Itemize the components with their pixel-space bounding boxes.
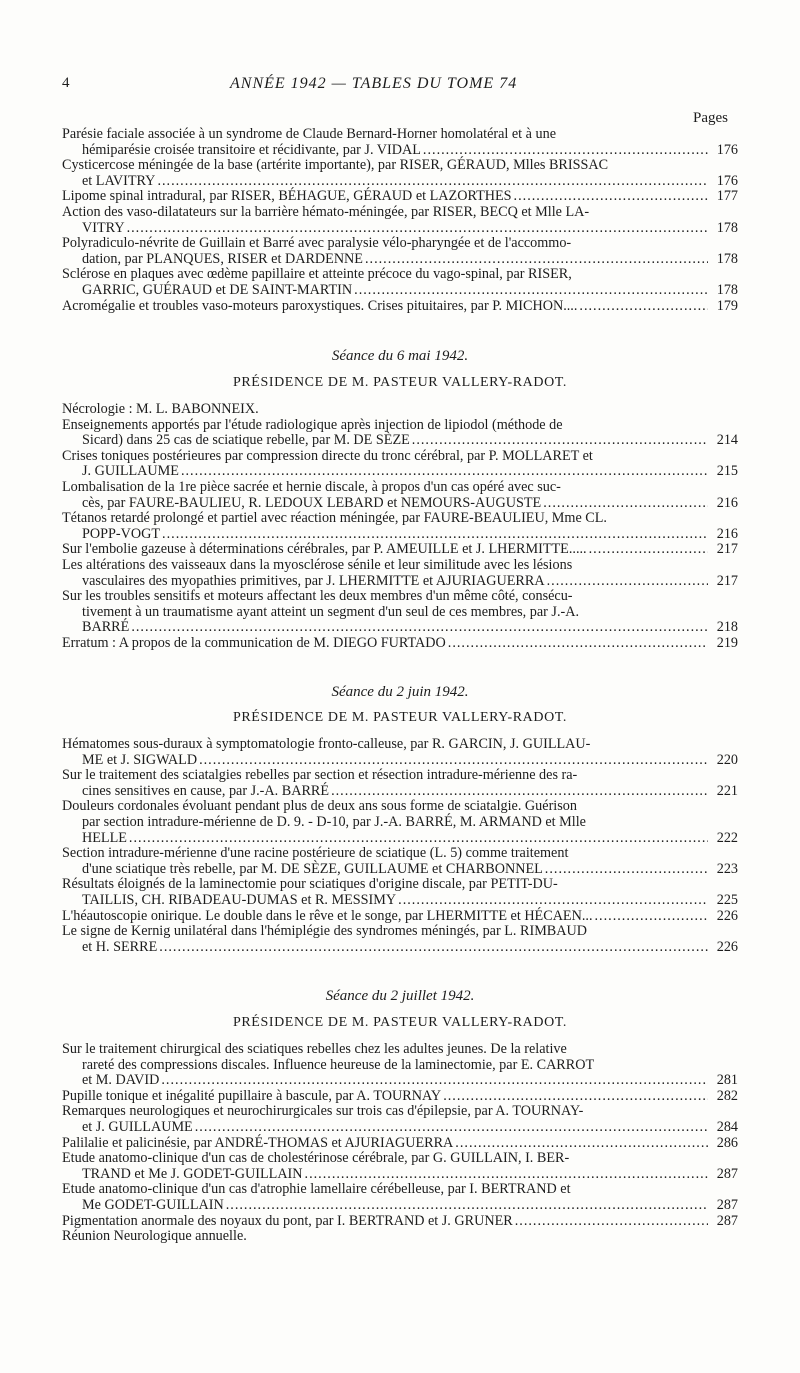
toc-entry (62, 418, 738, 449)
toc-entry-last-line (62, 620, 738, 636)
seance-heading-3: Séance du 2 juillet 1942. (325, 988, 475, 1004)
leader-dots (398, 893, 708, 909)
toc-entry-text: Enseignements apportés par l'étude radiologique après injection de lipiodol (méthode de (62, 416, 563, 433)
leader-dots (131, 620, 708, 636)
entries-section-3 (62, 1042, 738, 1245)
toc-page-number: 176 (716, 172, 738, 189)
seance-heading-2: Séance du 2 juin 1942. (331, 684, 469, 700)
toc-entry-text: Acromégalie et troubles vaso-moteurs paroxystiques. Crises pituitaires, par P. MICHON.... (62, 297, 578, 314)
toc-entry-text: Douleurs cordonales évoluant pendant plus de deux ans sous forme de sciatalgie. Guérison (62, 798, 577, 815)
toc-entry-text: VITRY (82, 219, 125, 236)
toc-entry (62, 768, 738, 799)
leader-dots (161, 1073, 708, 1089)
toc-page-number: 218 (716, 619, 738, 636)
leader-dots (162, 527, 708, 543)
leader-dots (589, 542, 708, 558)
toc-page-number: 179 (716, 297, 738, 314)
toc-page-number: 287 (716, 1196, 738, 1213)
toc-page-number: 284 (716, 1118, 738, 1135)
leader-dots (195, 1120, 708, 1136)
toc-entry-text: cines sensitives en cause, par J.-A. BARRÉ (82, 782, 330, 799)
toc-entry-last-line (62, 574, 738, 590)
toc-entry-text: Nécrologie : M. L. BABONNEIX. (62, 401, 259, 417)
toc-entry-text: et H. SERRE (82, 938, 158, 955)
toc-page-number: 225 (716, 891, 738, 908)
leader-dots (181, 464, 708, 480)
leader-dots (595, 909, 709, 925)
toc-entry-last-line (62, 1198, 738, 1214)
toc-entry-text: TRAND et Me J. GODET-GUILLAIN (82, 1165, 303, 1182)
toc-entry-last-line (62, 402, 738, 418)
toc-page-number: 217 (716, 572, 738, 589)
toc-entry-text: Sur le traitement des sciatalgies rebelles par section et résection intradure-mérienne des ra- (62, 767, 578, 784)
toc-entry-text: Sur le traitement chirurgical des sciatiques rebelles chez les adultes jeunes. De la relative (62, 1041, 567, 1057)
entries-section-2 (62, 737, 738, 955)
toc-entry (62, 158, 738, 189)
toc-page-number: 282 (716, 1087, 738, 1104)
toc-entry (62, 402, 738, 418)
leader-dots (159, 940, 708, 956)
toc-entry-text: Pigmentation anormale des noyaux du pont, par I. BERTRAND et J. GRUNER (62, 1212, 513, 1229)
toc-entry-text: Me GODET-GUILLAIN (82, 1196, 224, 1213)
toc-entry-last-line (62, 1120, 738, 1136)
leader-dots (443, 1089, 708, 1105)
toc-page-number: 222 (716, 829, 738, 846)
toc-page-number: 177 (716, 188, 738, 205)
toc-entry-text: J. GUILLAUME (82, 463, 179, 480)
leader-dots (423, 143, 708, 159)
toc-entry-text: rareté des compressions discales. Influence heureuse de la laminectomie, par E. CARROT (82, 1056, 595, 1073)
toc-entry-text: hémiparésie croisée transitoire et récidivante, par J. VIDAL (82, 141, 421, 158)
leader-dots (127, 221, 708, 237)
toc-page-number: 215 (716, 463, 738, 480)
leader-dots (365, 252, 708, 268)
leader-dots (448, 636, 708, 652)
toc-page-number: 226 (716, 938, 738, 955)
leader-dots (226, 1198, 708, 1214)
toc-entry (62, 924, 738, 955)
toc-entry-text: TAILLIS, CH. RIBADEAU-DUMAS et R. MESSIMY (82, 891, 397, 908)
toc-entry-text: Cysticercose méningée de la base (artérite importante), par RISER, GÉRAUD, Mlles BRISSAC (62, 157, 609, 174)
leader-dots (305, 1167, 708, 1183)
toc-entry (62, 542, 738, 558)
leader-dots (455, 1136, 708, 1152)
toc-entry-text: Hématomes sous-duraux à symptomatologie fronto-calleuse, par R. GARCIN, J. GUILLAU- (62, 736, 591, 752)
leader-dots (547, 574, 708, 590)
toc-entry (62, 189, 738, 205)
entries-section-1 (62, 402, 738, 652)
toc-entry-last-line (62, 1136, 738, 1152)
toc-entry (62, 236, 738, 267)
toc-entry-last-line (62, 1229, 738, 1245)
toc-entry-last-line (62, 784, 738, 800)
toc-entry-text: Polyradiculo-névrite de Guillain et Barré avec paralysie vélo-pharyngée et de l'accommo- (62, 235, 572, 252)
toc-entry-text: cès, par FAURE-BAULIEU, R. LEDOUX LEBARD et NEMOURS-AUGUSTE (82, 494, 542, 511)
toc-entry-last-line (62, 189, 738, 205)
leader-dots (331, 784, 708, 800)
toc-entry-text: Erratum : A propos de la communication de M. DIEGO FURTADO (62, 634, 446, 651)
toc-page-number: 178 (716, 219, 738, 236)
toc-entry-last-line (62, 862, 738, 878)
toc-entry (62, 127, 738, 158)
toc-entry (62, 877, 738, 908)
toc-entry (62, 449, 738, 480)
toc-entry-last-line (62, 496, 738, 512)
page-number: 4 (62, 75, 70, 91)
toc-entry-last-line (62, 542, 738, 558)
leader-dots (514, 189, 708, 205)
toc-page-number: 214 (716, 432, 738, 449)
toc-entry-text: Sur l'embolie gazeuse à déterminations cérébrales, par P. AMEUILLE et J. LHERMITTE..... (62, 541, 587, 558)
toc-entry (62, 1104, 738, 1135)
entries-section-0 (62, 127, 738, 314)
toc-entry-text: Parésie faciale associée à un syndrome de Claude Bernard-Horner homolatéral et à une (62, 126, 556, 142)
toc-entry-text: et M. DAVID (82, 1072, 160, 1089)
toc-page-number: 178 (716, 281, 738, 298)
toc-entry-text: Tétanos retardé prolongé et partiel avec réaction méningée, par FAURE-BEAULIEU, Mme CL. (62, 510, 607, 527)
running-title: ANNÉE 1942 — TABLES DU TOME 74 (230, 75, 518, 92)
toc-entry-text: Les altérations des vaisseaux dans la myosclérose sénile et leur similitude avec les lésions (62, 556, 573, 573)
toc-page-number: 217 (716, 541, 738, 558)
toc-page-number: 219 (716, 634, 738, 651)
toc-entry-last-line (62, 299, 738, 315)
toc-entry-last-line (62, 143, 738, 159)
toc-entry-text: Sclérose en plaques avec œdème papillaire et atteinte précoce du vago-spinal, par RISER, (62, 266, 572, 283)
toc-page-number: 287 (716, 1212, 738, 1229)
toc-entry (62, 846, 738, 877)
toc-page-number: 226 (716, 907, 738, 924)
toc-page-number: 287 (716, 1165, 738, 1182)
toc-entry (62, 1089, 738, 1105)
toc-entry-last-line (62, 1089, 738, 1105)
toc-entry-text: et J. GUILLAUME (82, 1118, 193, 1135)
presidence-heading-3: PRÉSIDENCE DE M. PASTEUR VALLERY-RADOT. (232, 1015, 568, 1030)
toc-entry-text: BARRÉ (82, 619, 130, 636)
toc-entry-text: Action des vaso-dilatateurs sur la barrière hémato-méningée, par RISER, BECQ et Mlle LA- (62, 203, 590, 220)
toc-entry-text: tivement à un traumatisme ayant atteint un segment d'un seul de ces membres, par J.-A. (82, 603, 580, 620)
toc-entry (62, 299, 738, 315)
toc-entry-text: Le signe de Kernig unilatéral dans l'hémiplégie des syndromes méningés, par L. RIMBAUD (62, 923, 588, 940)
toc-entry-text: par section intradure-mérienne de D. 9. - D-10, par J.-A. BARRÉ, M. ARMAND et Mlle (82, 813, 586, 830)
toc-entry-last-line (62, 221, 738, 237)
toc-entry-last-line (62, 252, 738, 268)
toc-entry (62, 737, 738, 768)
toc-entry-last-line (62, 909, 738, 925)
toc-entry (62, 589, 738, 636)
toc-page-number: 216 (716, 525, 738, 542)
toc-entry-last-line (62, 433, 738, 449)
toc-entry (62, 511, 738, 542)
leader-dots (199, 753, 708, 769)
toc-entry-text: HELLE (82, 829, 127, 846)
toc-entry (62, 1229, 738, 1245)
toc-entry-text: Pupille tonique et inégalité pupillaire à bascule, par A. TOURNAY (62, 1087, 442, 1104)
toc-entry-text: dation, par PLANQUES, RISER et DARDENNE (82, 250, 363, 267)
leader-dots (579, 299, 708, 315)
leader-dots (515, 1214, 708, 1230)
toc-entry-last-line (62, 636, 738, 652)
toc-entry-text: Sicard) dans 25 cas de sciatique rebelle, par M. DE SÈZE (82, 432, 410, 449)
toc-entry-text: Etude anatomo-clinique d'un cas d'atrophie lamellaire cérébelleuse, par I. BERTRAND et (62, 1181, 571, 1198)
toc-entry-text: Sur les troubles sensitifs et moteurs affectant les deux membres d'un même côté, consécu- (62, 588, 573, 605)
toc-entry-text: et LAVITRY (82, 172, 156, 189)
toc-entry-text: Résultats éloignés de la laminectomie pour sciatiques d'origine discale, par PETIT-DU- (62, 876, 558, 893)
leader-dots (412, 433, 708, 449)
toc-entry (62, 1042, 738, 1089)
toc-entry-text: Crises toniques postérieures par compression directe du tronc cérébral, par P. MOLLARET et (62, 447, 593, 464)
toc-page-number: 286 (716, 1134, 738, 1151)
toc-entry (62, 558, 738, 589)
toc-entry-text: Palilalie et palicinésie, par ANDRÉ-THOMAS et AJURIAGUERRA (62, 1134, 454, 1151)
toc-page-number: 223 (716, 860, 738, 877)
leader-dots (129, 831, 708, 847)
toc-entry-text: POPP-VOGT (82, 525, 161, 542)
toc-entry (62, 267, 738, 298)
toc-entry-last-line (62, 283, 738, 299)
toc-entry (62, 799, 738, 846)
toc-entry-text: L'héautoscopie onirique. Le double dans le rêve et le songe, par LHERMITTE et HÉCAEN... (62, 907, 593, 924)
toc-entry-text: ME et J. SIGWALD (82, 751, 198, 768)
toc-entry-last-line (62, 464, 738, 480)
toc-entry-text: Remarques neurologiques et neurochirurgicales sur trois cas d'épilepsie, par A. TOURNAY- (62, 1103, 584, 1120)
toc-entry (62, 1182, 738, 1213)
leader-dots (354, 283, 708, 299)
toc-entry-text: d'une sciatique très rebelle, par M. DE SÈZE, GUILLAUME et CHARBONNEL (82, 860, 543, 877)
toc-entry-text: vasculaires des myopathies primitives, par J. LHERMITTE et AJURIAGUERRA (82, 572, 545, 589)
toc-entry-text: GARRIC, GUÉRAUD et DE SAINT-MARTIN (82, 281, 353, 298)
toc-entry (62, 205, 738, 236)
toc-entry (62, 1151, 738, 1182)
toc-entry (62, 480, 738, 511)
toc-entry (62, 636, 738, 652)
presidence-heading-1: PRÉSIDENCE DE M. PASTEUR VALLERY-RADOT. (232, 375, 568, 390)
seance-heading-1: Séance du 6 mai 1942. (331, 348, 469, 364)
presidence-heading-2: PRÉSIDENCE DE M. PASTEUR VALLERY-RADOT. (232, 710, 568, 725)
toc-entry-last-line (62, 831, 738, 847)
toc-page-number: 176 (716, 141, 738, 158)
toc-entry-last-line (62, 1167, 738, 1183)
toc-entry-last-line (62, 527, 738, 543)
leader-dots (545, 862, 708, 878)
toc-entry (62, 1214, 738, 1230)
toc-entry-text: Lombalisation de la 1re pièce sacrée et hernie discale, à propos d'un cas opéré avec suc- (62, 478, 561, 495)
toc-entry-last-line (62, 753, 738, 769)
toc-page-number: 281 (716, 1072, 738, 1089)
toc-entry-text: Etude anatomo-clinique d'un cas de cholestérinose cérébrale, par G. GUILLAIN, I. BER- (62, 1150, 570, 1167)
running-header (62, 75, 738, 95)
toc-entry (62, 909, 738, 925)
toc-entry-last-line (62, 893, 738, 909)
toc-entry-last-line (62, 1073, 738, 1089)
toc-page-number: 221 (716, 782, 738, 799)
toc-entry-last-line (62, 1214, 738, 1230)
toc-entry-text: Lipome spinal intradural, par RISER, BÉHAGUE, GÉRAUD et LAZORTHES (62, 188, 512, 205)
leader-dots (543, 496, 708, 512)
toc-entry-text: Section intradure-mérienne d'une racine postérieure de sciatique (L. 5) comme traitement (62, 845, 569, 862)
toc-page-number: 220 (716, 751, 738, 768)
toc-entry-text: Réunion Neurologique annuelle. (62, 1228, 247, 1245)
toc-page-number: 216 (716, 494, 738, 511)
pages-column-label: Pages (693, 110, 728, 126)
toc-entry (62, 1136, 738, 1152)
toc-entry-last-line (62, 940, 738, 956)
toc-page-number: 178 (716, 250, 738, 267)
